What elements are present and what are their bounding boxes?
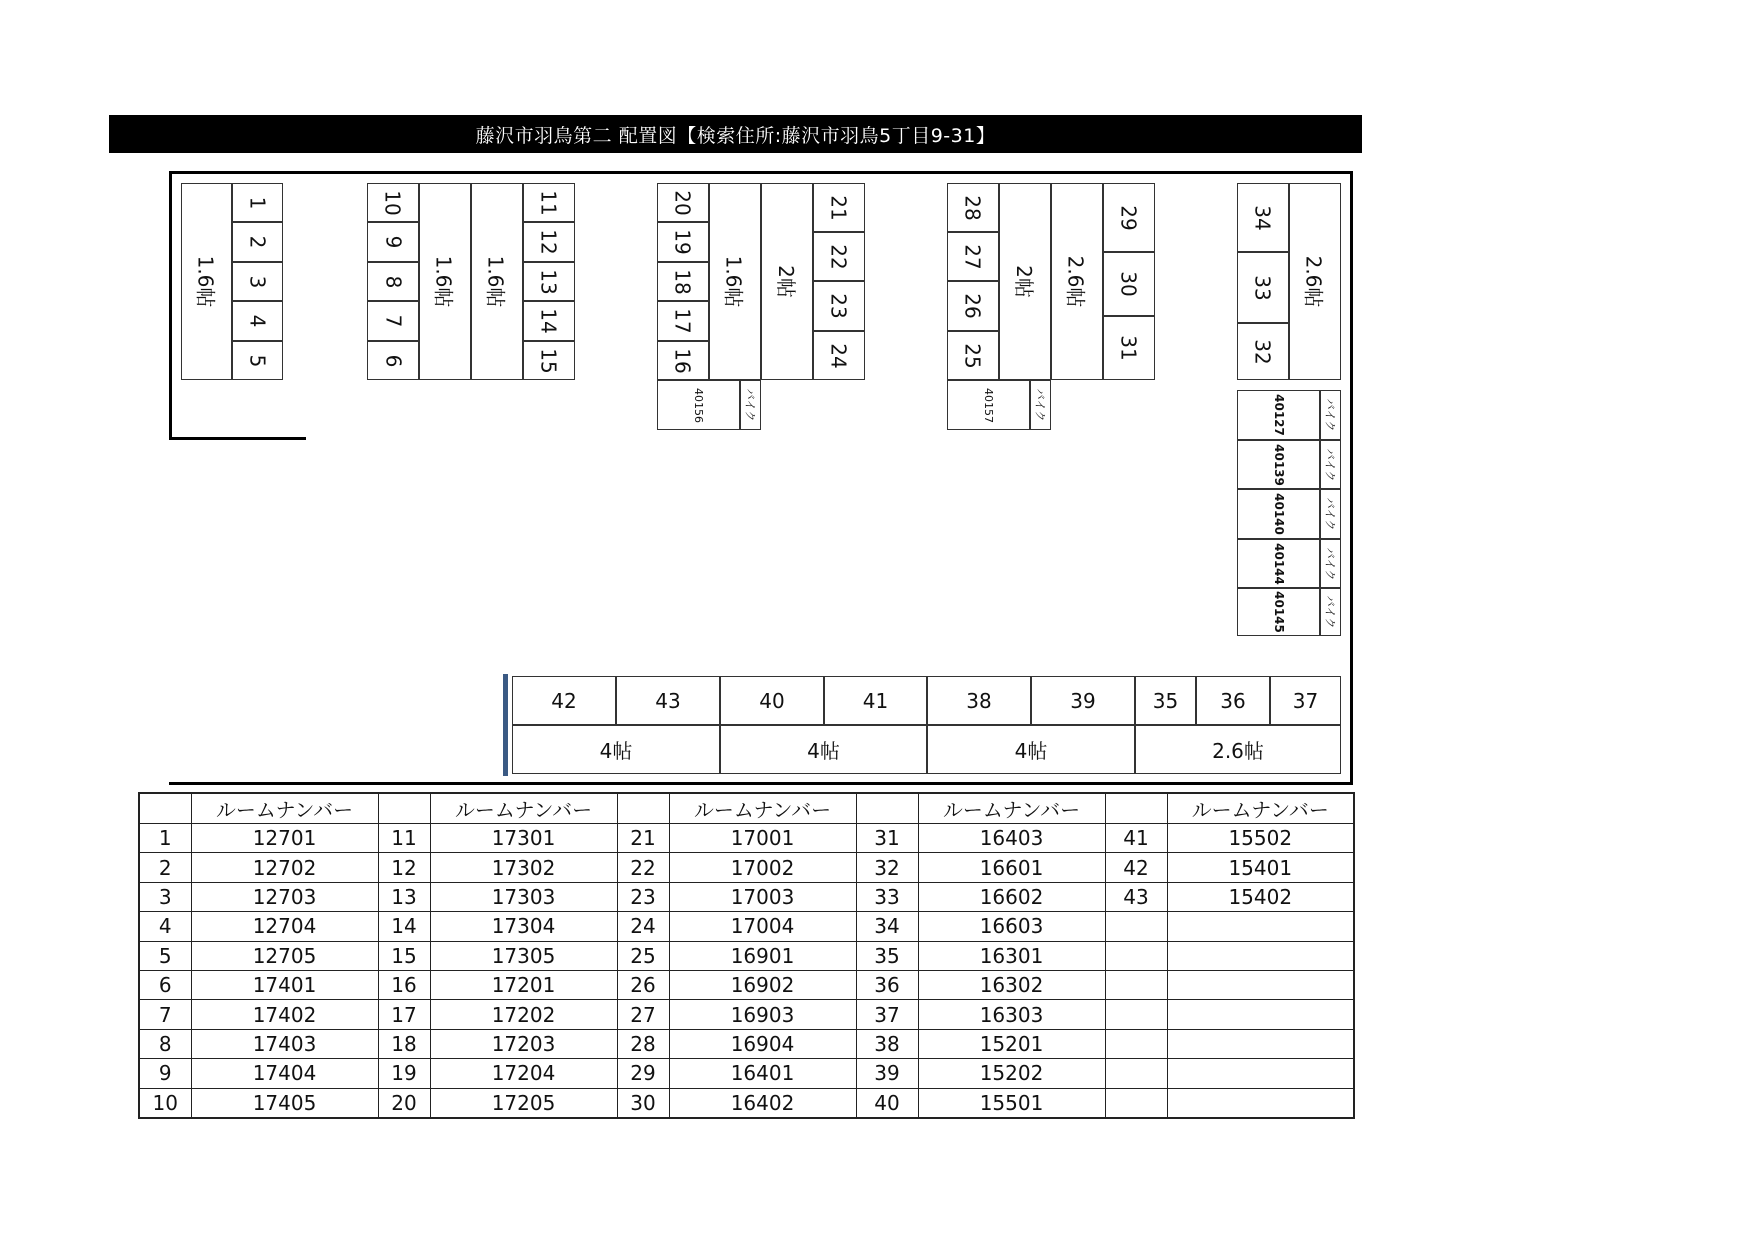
row-index-cell: 33 <box>856 882 918 911</box>
unit-number-cell <box>1103 316 1155 380</box>
unit-label: 2.6帖 <box>1063 255 1088 308</box>
unit-number-cell <box>1237 183 1289 252</box>
unit-size-label <box>1289 183 1341 380</box>
table-row <box>139 824 1354 853</box>
table-row <box>139 1029 1354 1058</box>
header-room-number: ルームナンバー <box>191 793 378 824</box>
unit-size-label <box>999 183 1051 380</box>
row-index-cell: 28 <box>617 1029 669 1058</box>
boundary-top <box>169 171 1353 174</box>
room-number-cell: 16302 <box>918 970 1105 999</box>
room-number-table <box>138 792 1355 1119</box>
unit-label: 31 <box>1116 335 1141 361</box>
unit-size-label <box>720 725 927 774</box>
bike-space-label <box>1320 489 1341 539</box>
unit-label: 24 <box>826 342 851 369</box>
unit-number-cell <box>657 222 709 262</box>
unit-label: 43 <box>655 688 681 713</box>
unit-label: 4帖 <box>599 739 633 763</box>
unit-label: 21 <box>826 194 851 221</box>
bike-code-cell <box>1237 588 1320 636</box>
unit-label: 12 <box>536 229 561 255</box>
room-number-cell: 17305 <box>430 941 617 970</box>
bike-code-cell <box>1237 539 1320 588</box>
unit-size-label <box>709 183 761 380</box>
row-index-cell: 40 <box>856 1088 918 1118</box>
room-number-cell: 12704 <box>191 912 378 941</box>
unit-number-cell <box>232 262 283 301</box>
unit-number-cell <box>657 301 709 341</box>
room-number-cell: 12703 <box>191 882 378 911</box>
bike-code-cell <box>657 380 740 430</box>
unit-number-cell <box>657 341 709 380</box>
table-row <box>139 941 1354 970</box>
room-number-cell: 17304 <box>430 912 617 941</box>
unit-label: 16 <box>670 347 695 374</box>
row-index-cell: 27 <box>617 1000 669 1029</box>
room-number-cell: 15402 <box>1167 882 1354 911</box>
room-number-cell: 17003 <box>669 882 856 911</box>
unit-label: 33 <box>1250 274 1275 301</box>
unit-number-cell <box>523 262 575 301</box>
row-index-cell: 10 <box>139 1088 191 1118</box>
unit-number-cell <box>232 222 283 262</box>
unit-number-cell <box>1103 183 1155 252</box>
row-index-cell: 39 <box>856 1059 918 1088</box>
header-room-number: ルームナンバー <box>669 793 856 824</box>
unit-label: 2帖 <box>1011 265 1036 298</box>
unit-label: 40 <box>759 688 785 713</box>
header-no <box>378 793 430 824</box>
row-index-cell: 31 <box>856 824 918 853</box>
unit-label: 38 <box>966 688 992 713</box>
page-title: 藤沢市羽鳥第二 配置図【検索住所:藤沢市羽鳥5丁目9-31】 <box>109 115 1362 153</box>
unit-label: 1.6帖 <box>193 255 217 308</box>
unit-number-cell <box>523 222 575 262</box>
unit-size-label <box>512 725 720 774</box>
unit-label: 26 <box>960 293 985 319</box>
bike-code-cell <box>947 380 1030 430</box>
row-index-cell: 20 <box>378 1088 430 1118</box>
bike-space-label <box>1320 390 1341 440</box>
header-no <box>617 793 669 824</box>
unit-label: 42 <box>551 688 577 713</box>
room-number-cell: 16903 <box>669 1000 856 1029</box>
unit-label: バイク <box>1323 398 1337 432</box>
room-number-cell: 12701 <box>191 824 378 853</box>
unit-number-cell <box>947 232 999 281</box>
row-index-cell: 8 <box>139 1029 191 1058</box>
unit-label: 40156 <box>692 387 705 423</box>
room-number-cell <box>1167 970 1354 999</box>
row-index-cell: 16 <box>378 970 430 999</box>
row-index-cell: 5 <box>139 941 191 970</box>
unit-number-cell <box>523 341 575 380</box>
room-number-cell: 17202 <box>430 1000 617 1029</box>
unit-number-cell <box>657 183 709 222</box>
row-index-cell <box>1105 970 1167 999</box>
room-number-cell: 17001 <box>669 824 856 853</box>
room-number-cell: 16904 <box>669 1029 856 1058</box>
unit-number-cell <box>232 301 283 341</box>
unit-number-cell <box>1135 676 1196 725</box>
unit-label: バイク <box>1323 497 1337 531</box>
room-number-cell <box>1167 1059 1354 1088</box>
room-number-cell: 17203 <box>430 1029 617 1058</box>
unit-label: 20 <box>670 189 695 216</box>
unit-label: 10 <box>380 189 405 216</box>
room-number-cell: 17004 <box>669 912 856 941</box>
row-index-cell <box>1105 1059 1167 1088</box>
room-number-cell: 16603 <box>918 912 1105 941</box>
unit-number-cell <box>367 262 419 301</box>
room-number-cell: 15401 <box>1167 853 1354 882</box>
unit-label: 4帖 <box>1014 739 1048 763</box>
unit-label: 1.6帖 <box>721 255 746 308</box>
row-index-cell: 26 <box>617 970 669 999</box>
table-row <box>139 882 1354 911</box>
row-index-cell: 3 <box>139 882 191 911</box>
row-index-cell: 23 <box>617 882 669 911</box>
unit-number-cell <box>232 341 283 380</box>
unit-label: 40144 <box>1271 542 1286 585</box>
unit-number-cell <box>1270 676 1341 725</box>
room-number-cell: 16901 <box>669 941 856 970</box>
room-number-cell: 17302 <box>430 853 617 882</box>
unit-label: 1.6帖 <box>483 255 508 308</box>
room-number-cell: 12702 <box>191 853 378 882</box>
room-number-cell: 16902 <box>669 970 856 999</box>
row-index-cell <box>1105 941 1167 970</box>
row-index-cell: 13 <box>378 882 430 911</box>
row-index-cell: 35 <box>856 941 918 970</box>
unit-size-label <box>1051 183 1103 380</box>
row-index-cell: 36 <box>856 970 918 999</box>
room-number-cell: 15201 <box>918 1029 1105 1058</box>
room-number-cell: 17301 <box>430 824 617 853</box>
table-row <box>139 1059 1354 1088</box>
room-number-cell <box>1167 941 1354 970</box>
unit-label: 40157 <box>982 387 995 423</box>
unit-label: 7 <box>380 314 405 328</box>
unit-number-cell <box>947 331 999 380</box>
row-index-cell: 24 <box>617 912 669 941</box>
room-number-cell: 16401 <box>669 1059 856 1088</box>
unit-label: 4帖 <box>807 739 840 763</box>
unit-label: 17 <box>670 308 695 334</box>
room-number-cell: 12705 <box>191 941 378 970</box>
unit-label: バイク <box>1323 448 1337 481</box>
room-number-cell <box>1167 912 1354 941</box>
unit-label: 36 <box>1220 688 1246 713</box>
row-index-cell <box>1105 1029 1167 1058</box>
room-number-cell: 17403 <box>191 1029 378 1058</box>
header-no <box>139 793 191 824</box>
row-index-cell: 14 <box>378 912 430 941</box>
table-row <box>139 1000 1354 1029</box>
row-index-cell: 25 <box>617 941 669 970</box>
unit-label: バイク <box>1033 388 1047 422</box>
room-number-cell: 17205 <box>430 1088 617 1118</box>
unit-label: 4 <box>245 314 270 328</box>
room-number-cell: 17404 <box>191 1059 378 1088</box>
room-number-cell: 16301 <box>918 941 1105 970</box>
row-index-cell: 17 <box>378 1000 430 1029</box>
header-no <box>856 793 918 824</box>
bike-code-cell <box>1237 440 1320 489</box>
boundary-left-bottom <box>169 437 306 440</box>
bike-code-cell <box>1237 489 1320 539</box>
row-index-cell: 19 <box>378 1059 430 1088</box>
row-index-cell: 15 <box>378 941 430 970</box>
row-index-cell: 9 <box>139 1059 191 1088</box>
boundary-bottom <box>169 782 1353 785</box>
room-number-cell: 17401 <box>191 970 378 999</box>
unit-number-cell <box>813 281 865 331</box>
unit-label: 35 <box>1152 688 1179 713</box>
room-number-cell: 16602 <box>918 882 1105 911</box>
table-row <box>139 853 1354 882</box>
room-number-cell: 17204 <box>430 1059 617 1088</box>
table-row <box>139 912 1354 941</box>
unit-label: 15 <box>536 347 561 374</box>
unit-label: 40127 <box>1271 394 1286 436</box>
unit-label: 2 <box>245 235 270 249</box>
unit-label: 3 <box>245 275 270 288</box>
unit-number-cell <box>232 183 283 222</box>
room-number-cell: 16601 <box>918 853 1105 882</box>
room-number-cell <box>1167 1088 1354 1118</box>
bike-space-label <box>1030 380 1051 430</box>
unit-label: 37 <box>1292 688 1319 713</box>
table-header-row <box>139 793 1354 824</box>
unit-number-cell <box>813 232 865 281</box>
unit-number-cell <box>947 281 999 331</box>
header-room-number: ルームナンバー <box>1167 793 1354 824</box>
room-number-cell: 16402 <box>669 1088 856 1118</box>
unit-label: 2帖 <box>773 265 798 298</box>
unit-number-cell <box>512 676 616 725</box>
unit-number-cell <box>813 183 865 232</box>
row-index-cell: 6 <box>139 970 191 999</box>
unit-number-cell <box>367 183 419 222</box>
unit-number-cell <box>367 341 419 380</box>
unit-label: 8 <box>380 275 405 288</box>
room-number-cell: 16403 <box>918 824 1105 853</box>
unit-number-cell <box>1103 252 1155 316</box>
unit-label: 2.6帖 <box>1212 739 1264 763</box>
room-number-cell: 15501 <box>918 1088 1105 1118</box>
header-room-number: ルームナンバー <box>430 793 617 824</box>
unit-label: 41 <box>862 688 889 713</box>
header-room-number: ルームナンバー <box>918 793 1105 824</box>
bike-space-label <box>1320 539 1341 588</box>
unit-size-label <box>419 183 471 380</box>
unit-number-cell <box>813 331 865 380</box>
row-index-cell: 42 <box>1105 853 1167 882</box>
row-index-cell: 34 <box>856 912 918 941</box>
row-index-cell <box>1105 912 1167 941</box>
room-number-cell: 15202 <box>918 1059 1105 1088</box>
gate-marker <box>503 674 508 776</box>
unit-label: 22 <box>826 243 851 270</box>
row-index-cell: 32 <box>856 853 918 882</box>
table-row <box>139 970 1354 999</box>
unit-number-cell <box>720 676 824 725</box>
room-number-cell <box>1167 1029 1354 1058</box>
header-no <box>1105 793 1167 824</box>
table-row <box>139 1088 1354 1118</box>
unit-number-cell <box>1196 676 1270 725</box>
unit-number-cell <box>523 301 575 341</box>
row-index-cell <box>1105 1000 1167 1029</box>
row-index-cell: 2 <box>139 853 191 882</box>
unit-label: 28 <box>960 194 985 221</box>
unit-label: バイク <box>743 388 757 422</box>
room-number-cell: 17402 <box>191 1000 378 1029</box>
unit-number-cell <box>927 676 1031 725</box>
unit-label: 23 <box>826 293 851 319</box>
unit-number-cell <box>1237 323 1289 380</box>
row-index-cell: 7 <box>139 1000 191 1029</box>
unit-label: 39 <box>1070 688 1096 713</box>
unit-number-cell <box>616 676 720 725</box>
unit-label: 6 <box>380 354 405 367</box>
room-number-cell <box>1167 1000 1354 1029</box>
row-index-cell <box>1105 1088 1167 1118</box>
unit-label: 13 <box>536 268 561 295</box>
unit-label: 18 <box>670 268 695 295</box>
unit-label: 19 <box>670 229 695 255</box>
unit-number-cell <box>947 183 999 232</box>
row-index-cell: 22 <box>617 853 669 882</box>
unit-label: バイク <box>1323 595 1337 629</box>
bike-code-cell <box>1237 390 1320 440</box>
row-index-cell: 38 <box>856 1029 918 1058</box>
unit-label: 11 <box>536 189 561 216</box>
bike-space-label <box>1320 440 1341 489</box>
unit-label: 1 <box>245 196 270 209</box>
unit-label: 1.6帖 <box>431 255 456 308</box>
bike-space-label <box>1320 588 1341 636</box>
row-index-cell: 4 <box>139 912 191 941</box>
room-number-cell: 17002 <box>669 853 856 882</box>
unit-label: 40140 <box>1271 493 1286 535</box>
row-index-cell: 43 <box>1105 882 1167 911</box>
unit-label: 9 <box>380 235 405 249</box>
unit-label: 40139 <box>1271 443 1286 486</box>
room-number-cell: 17303 <box>430 882 617 911</box>
unit-number-cell <box>367 301 419 341</box>
row-index-cell: 11 <box>378 824 430 853</box>
unit-label: 5 <box>245 354 270 367</box>
row-index-cell: 30 <box>617 1088 669 1118</box>
unit-label: 29 <box>1116 204 1141 231</box>
unit-label: 2.6帖 <box>1301 255 1326 308</box>
unit-size-label <box>927 725 1135 774</box>
unit-number-cell <box>1031 676 1135 725</box>
unit-size-label <box>181 183 232 380</box>
room-number-cell: 15502 <box>1167 824 1354 853</box>
boundary-right <box>1350 171 1353 785</box>
row-index-cell: 37 <box>856 1000 918 1029</box>
row-index-cell: 29 <box>617 1059 669 1088</box>
unit-label: 40145 <box>1271 591 1286 633</box>
unit-number-cell <box>824 676 927 725</box>
unit-label: バイク <box>1323 547 1337 580</box>
room-number-cell: 16303 <box>918 1000 1105 1029</box>
unit-number-cell <box>523 183 575 222</box>
unit-size-label <box>761 183 813 380</box>
unit-number-cell <box>1237 252 1289 323</box>
boundary-left <box>169 171 172 440</box>
unit-number-cell <box>657 262 709 301</box>
row-index-cell: 41 <box>1105 824 1167 853</box>
unit-size-label <box>1135 725 1341 774</box>
unit-label: 25 <box>960 342 985 369</box>
unit-label: 27 <box>960 243 985 270</box>
room-number-cell: 17405 <box>191 1088 378 1118</box>
unit-label: 30 <box>1116 271 1141 297</box>
unit-label: 32 <box>1250 338 1275 365</box>
row-index-cell: 21 <box>617 824 669 853</box>
room-number-cell: 17201 <box>430 970 617 999</box>
bike-space-label <box>740 380 761 430</box>
row-index-cell: 1 <box>139 824 191 853</box>
unit-number-cell <box>367 222 419 262</box>
unit-label: 14 <box>536 308 561 334</box>
unit-label: 34 <box>1250 204 1275 231</box>
unit-size-label <box>471 183 523 380</box>
row-index-cell: 12 <box>378 853 430 882</box>
row-index-cell: 18 <box>378 1029 430 1058</box>
